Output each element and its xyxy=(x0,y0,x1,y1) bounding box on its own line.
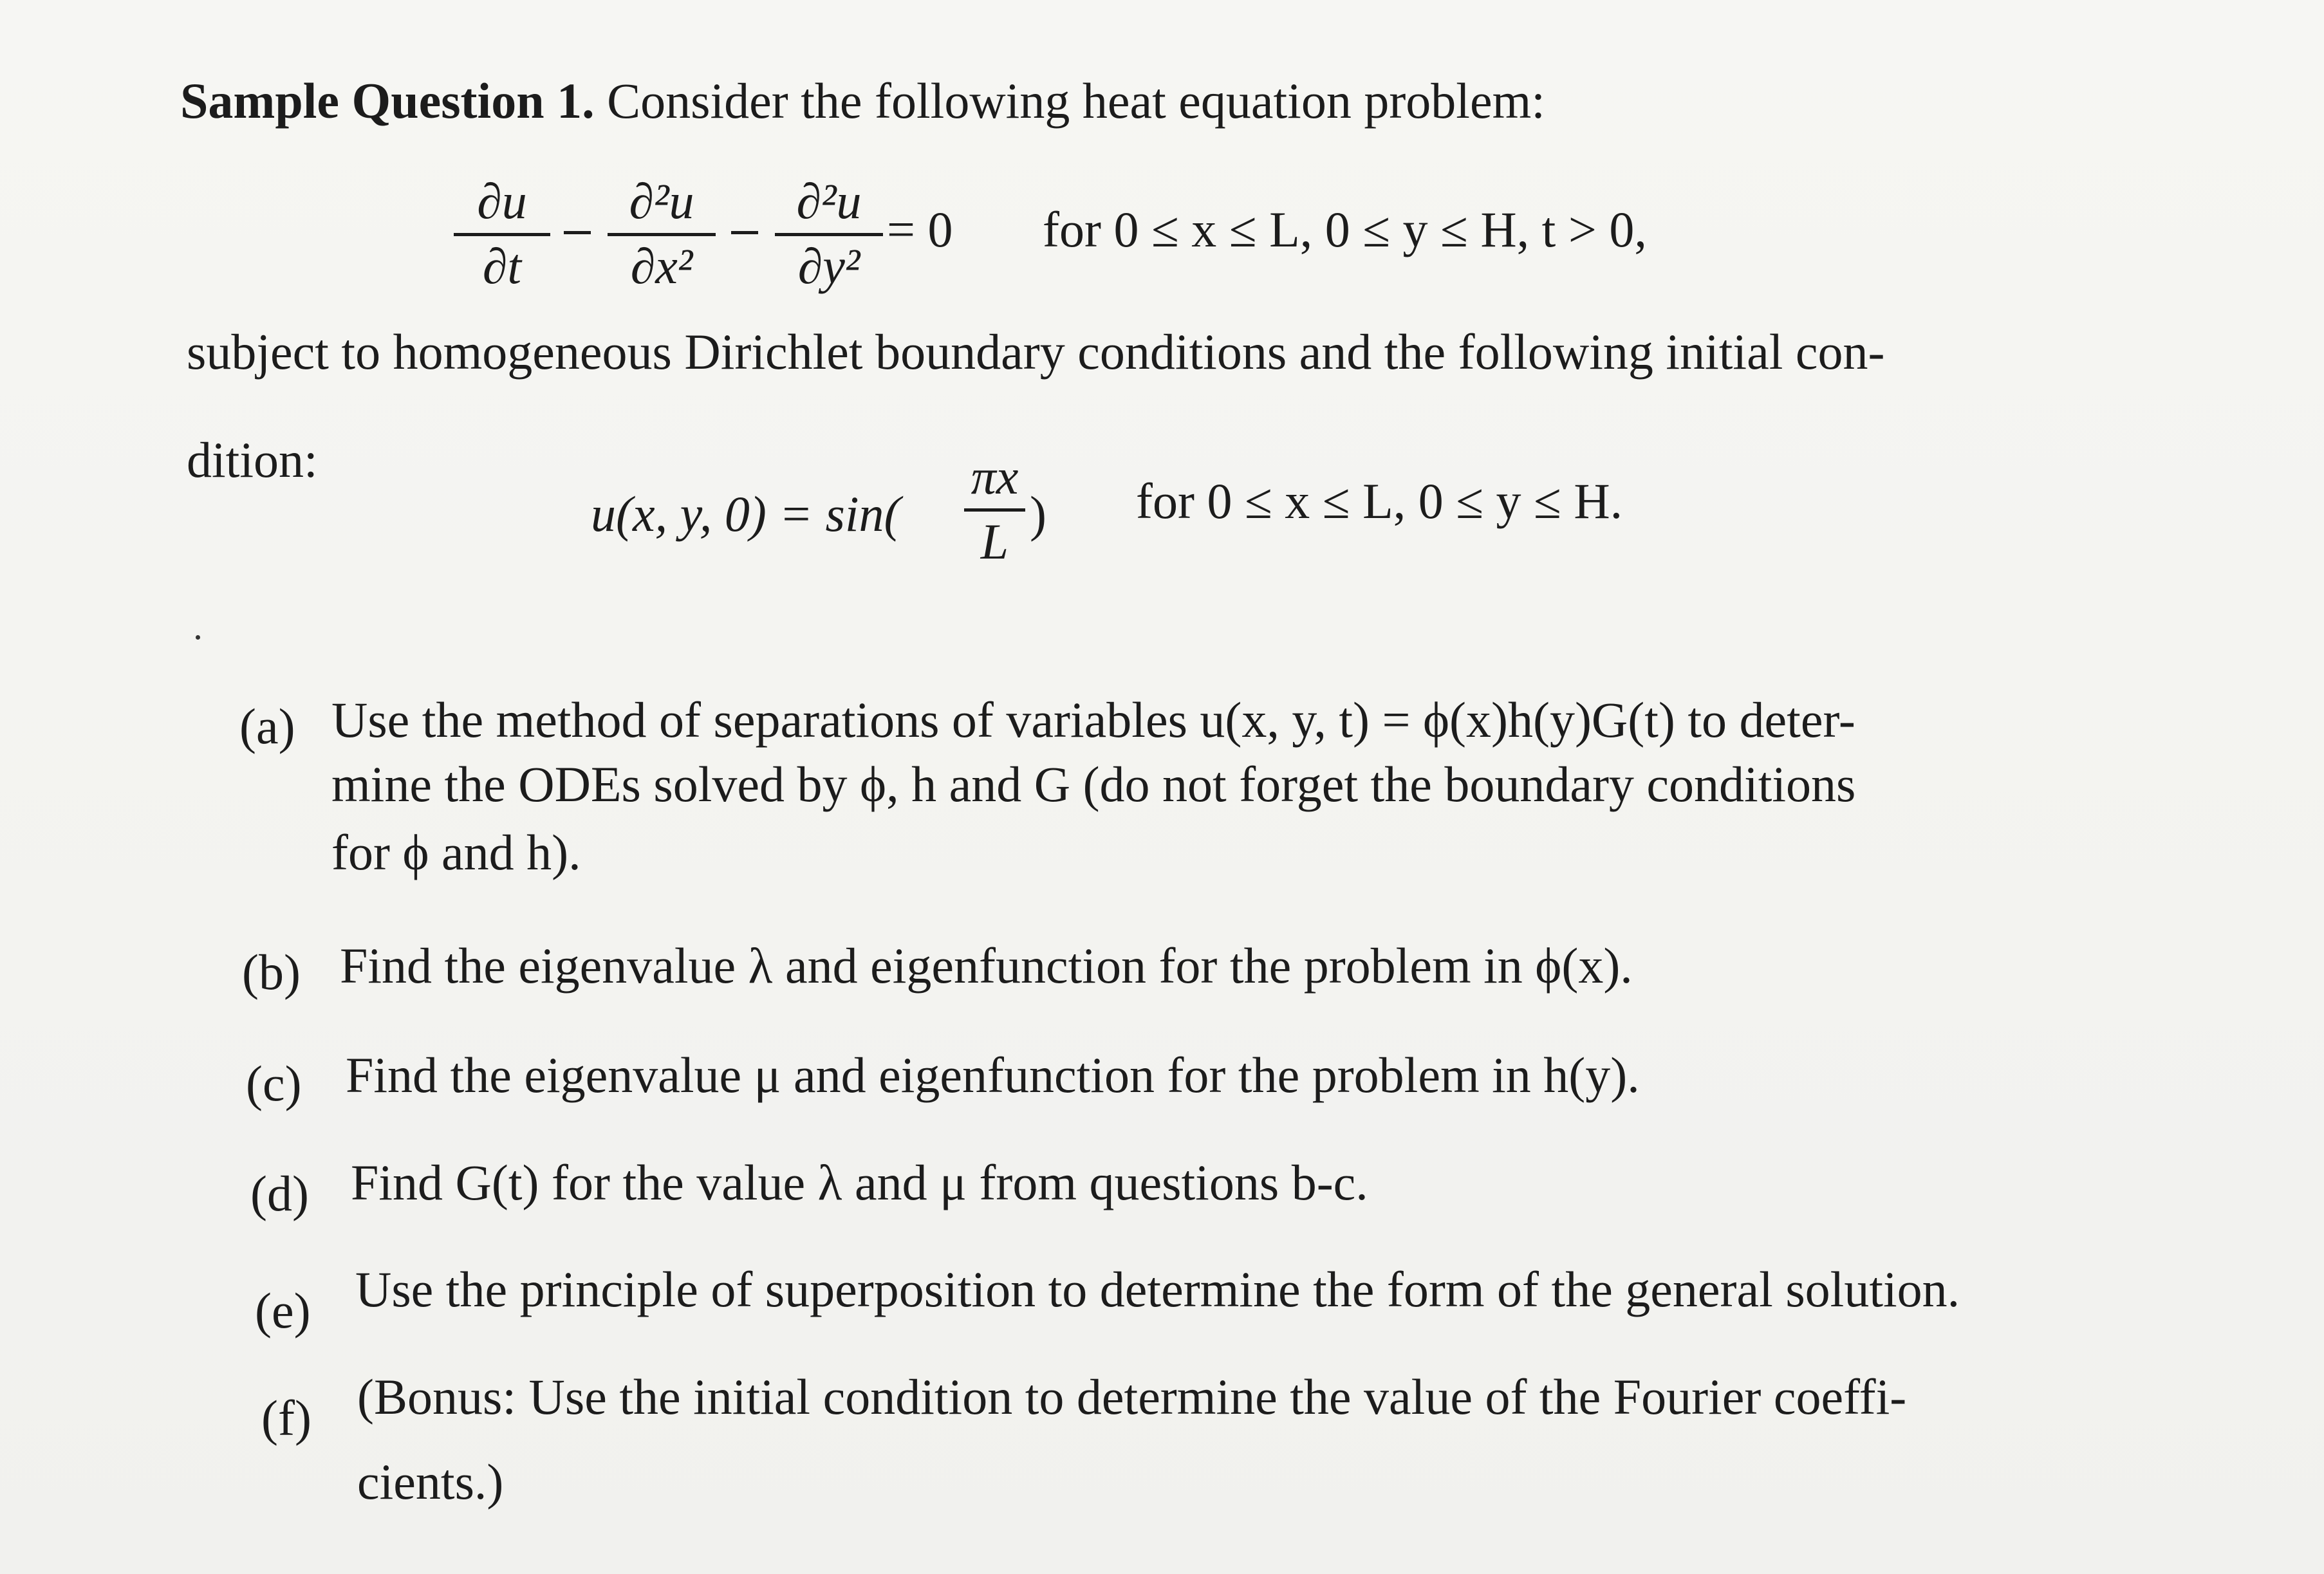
item-b-label: (b) xyxy=(242,944,301,1000)
item-a-line-2: mine the ODEs solved by ϕ, h and G (do not forget the boundary conditions xyxy=(331,756,1856,812)
initial-condition-left: u(x, y, 0) = sin( xyxy=(591,486,901,542)
du-dt-fraction xyxy=(454,173,550,294)
initial-condition-domain: for 0 ≤ x ≤ L, 0 ≤ y ≤ H. xyxy=(1136,473,1623,529)
du-dt-bar xyxy=(454,233,550,236)
item-c-line-1: Find the eigenvalue μ and eigenfunction for the problem in h(y). xyxy=(346,1047,1640,1103)
item-d-label: (d) xyxy=(250,1165,309,1221)
stray-mark xyxy=(196,635,200,640)
d2u-dx2-denominator: ∂x² xyxy=(630,238,693,294)
d2u-dy2-fraction xyxy=(775,173,883,294)
pi-x-numerator: πx xyxy=(971,449,1019,505)
item-d-line-1: Find G(t) for the value λ and μ from questions b-c. xyxy=(351,1154,1368,1210)
minus-sign-1 xyxy=(564,231,591,234)
item-f-line-2: cients.) xyxy=(357,1454,504,1510)
du-dt-numerator: ∂u xyxy=(477,173,527,229)
question-label: Sample Question 1. xyxy=(180,73,595,129)
d2u-dx2-numerator: ∂²u xyxy=(629,173,694,229)
pi-x-over-l-fraction xyxy=(964,449,1025,569)
item-a-label: (a) xyxy=(239,698,295,754)
conditions-paragraph-line-1: subject to homogeneous Dirichlet boundary conditions and the following initial con- xyxy=(187,324,1885,380)
item-f-label: (f) xyxy=(261,1390,311,1446)
question-heading xyxy=(180,73,1545,129)
item-a-line-1: Use the method of separations of variables u(x, y, t) = ϕ(x)h(y)G(t) to deter- xyxy=(331,692,1855,748)
minus-sign-2 xyxy=(731,231,758,234)
conditions-paragraph-line-2: dition: xyxy=(187,432,318,488)
d2u-dx2-bar xyxy=(608,233,716,236)
d2u-dx2-fraction xyxy=(608,173,716,294)
item-c-label: (c) xyxy=(246,1055,302,1111)
d2u-dy2-bar xyxy=(775,233,883,236)
du-dt-denominator: ∂t xyxy=(482,238,522,294)
item-e-label: (e) xyxy=(255,1282,311,1338)
l-denominator: L xyxy=(980,514,1009,569)
question-intro: Consider the following heat equation problem: xyxy=(607,73,1545,129)
equation-domain: for 0 ≤ x ≤ L, 0 ≤ y ≤ H, t > 0, xyxy=(1043,201,1647,257)
item-f-line-1: (Bonus: Use the initial condition to determine the value of the Fourier coeffi- xyxy=(357,1369,1907,1425)
equation-equals-zero: = 0 xyxy=(887,201,953,257)
item-b-line-1: Find the eigenvalue λ and eigenfunction for the problem in ϕ(x). xyxy=(340,938,1633,994)
initial-condition-right: ) xyxy=(1030,486,1046,542)
d2u-dy2-numerator: ∂²u xyxy=(796,173,862,229)
item-a-line-3: for ϕ and h). xyxy=(331,824,581,880)
d2u-dy2-denominator: ∂y² xyxy=(797,238,860,294)
item-e-line-1: Use the principle of superposition to determine the form of the general solution. xyxy=(355,1261,1960,1317)
pi-x-bar xyxy=(964,508,1025,512)
